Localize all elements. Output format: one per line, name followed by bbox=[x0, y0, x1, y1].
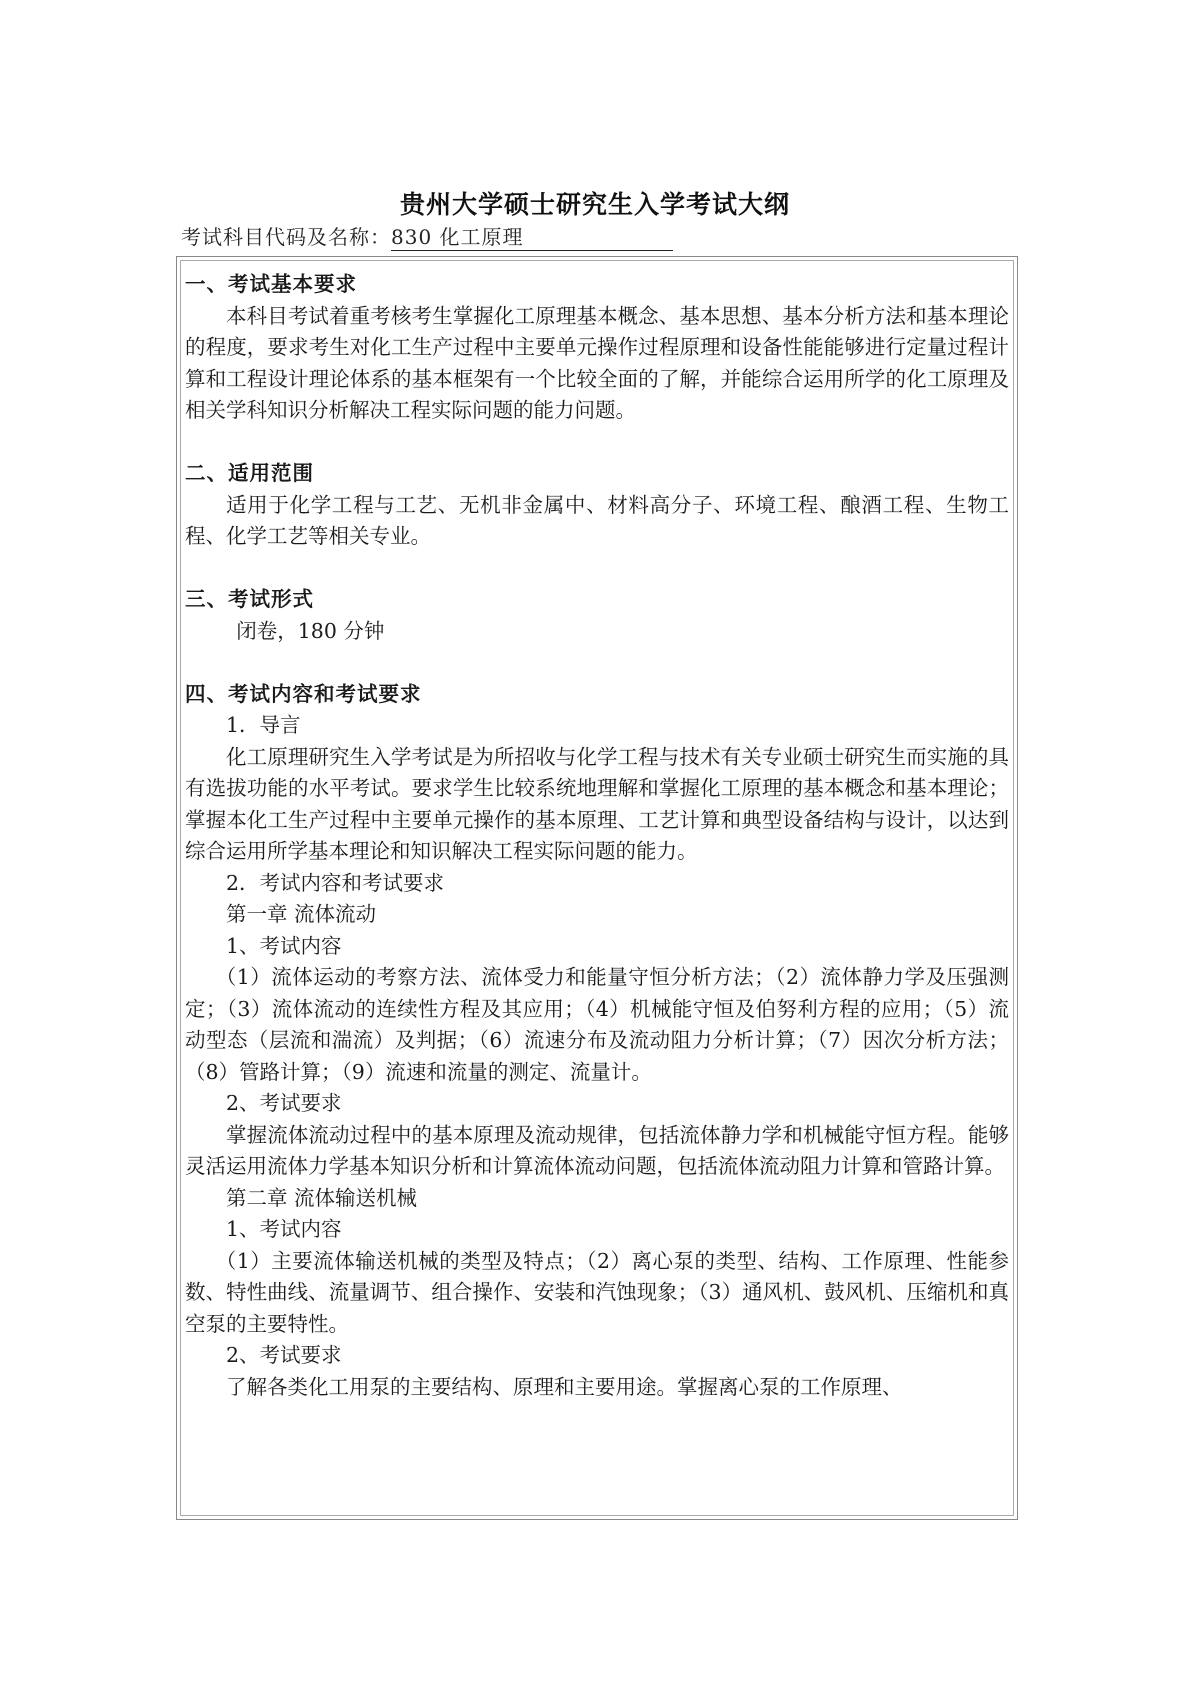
item-label: 2、考试要求 bbox=[226, 1091, 342, 1115]
item-label: 1、考试内容 bbox=[226, 1217, 342, 1241]
chapter-title: 第二章 流体输送机械 bbox=[226, 1185, 418, 1210]
item-body: （1）主要流体输送机械的类型及特点；（2）离心泵的类型、结构、工作原理、性能参数、特性曲线、流量调节、组合操作、安装和汽蚀现象；（3）通风机、鼓风机、压缩机和真空泵的主要特性。 bbox=[185, 1248, 1009, 1336]
section-body: 化工原理研究生入学考试是为所招收与化学工程与技术有关专业硕士研究生而实施的具有选拔功能的水平考试。要求学生比较系统地理解和掌握化工原理的基本概念和基本理论；掌握本化工生产过程中主要单元操作的基本原理、工艺计算和典型设备结构与设计，以达到综合运用所学基本理论和知识解决工程实际问题的能力。 bbox=[185, 744, 1009, 863]
chapter-title: 第一章 流体流动 bbox=[226, 902, 377, 926]
item-body: 掌握流体流动过程中的基本原理及流动规律，包括流体静力学和机械能守恒方程。能够灵活运用流体力学基本知识分析和计算流体流动问题，包括流体流动阻力计算和管路计算。 bbox=[185, 1122, 1009, 1178]
section-body: 闭卷，180 分钟 bbox=[236, 618, 385, 643]
section-body: 本科目考试着重考核考生掌握化工原理基本概念、基本思想、基本分析方法和基本理论的程度，要求考生对化工生产过程中主要单元操作过程原理和设备性能能够进行定量过程计算和工程设计理论体系的基本框架有一个比较全面的了解，并能综合运用所学的化工原理及相关学科知识分析解决工程实际问题的能力问题。 bbox=[185, 303, 1009, 422]
section-body: 适用于化学工程与工艺、无机非金属中、材料高分子、环境工程、酿酒工程、生物工程、化学工艺等相关专业。 bbox=[185, 492, 1009, 548]
subject-value: 830 化工原理 bbox=[391, 224, 673, 251]
outline-cell bbox=[180, 260, 1014, 1516]
outline-content bbox=[181, 261, 1013, 1403]
item-body: 了解各类化工用泵的主要结构、原理和主要用途。掌握离心泵的工作原理、 bbox=[226, 1374, 903, 1399]
section-heading: 二、适用范围 bbox=[185, 461, 314, 485]
subject-line bbox=[181, 222, 673, 252]
item-label: 1、考试内容 bbox=[226, 933, 342, 958]
subject-label: 考试科目代码及名称： bbox=[181, 225, 391, 249]
item-body: （1）流体运动的考察方法、流体受力和能量守恒分析方法；（2）流体静力学及压强测定；（3）流体流动的连续性方程及其应用；（4）机械能守恒及伯努利方程的应用；（5）流动型态（层流和湍流）及判据；（6）流速分布及流动阻力分析计算；（7）因次分析方法；（8）管路计算；（9）流速和流量的测定、流量计。 bbox=[185, 965, 1009, 1084]
subsection-title: 1．导言 bbox=[226, 713, 301, 737]
page-title: 贵州大学硕士研究生入学考试大纲 bbox=[399, 190, 790, 219]
outline-table bbox=[176, 256, 1018, 1520]
subsection-title: 2．考试内容和考试要求 bbox=[226, 870, 445, 895]
section-heading: 四、考试内容和考试要求 bbox=[185, 681, 422, 706]
section-heading: 一、考试基本要求 bbox=[185, 272, 357, 296]
section-heading: 三、考试形式 bbox=[185, 587, 314, 611]
item-label: 2、考试要求 bbox=[226, 1343, 342, 1367]
